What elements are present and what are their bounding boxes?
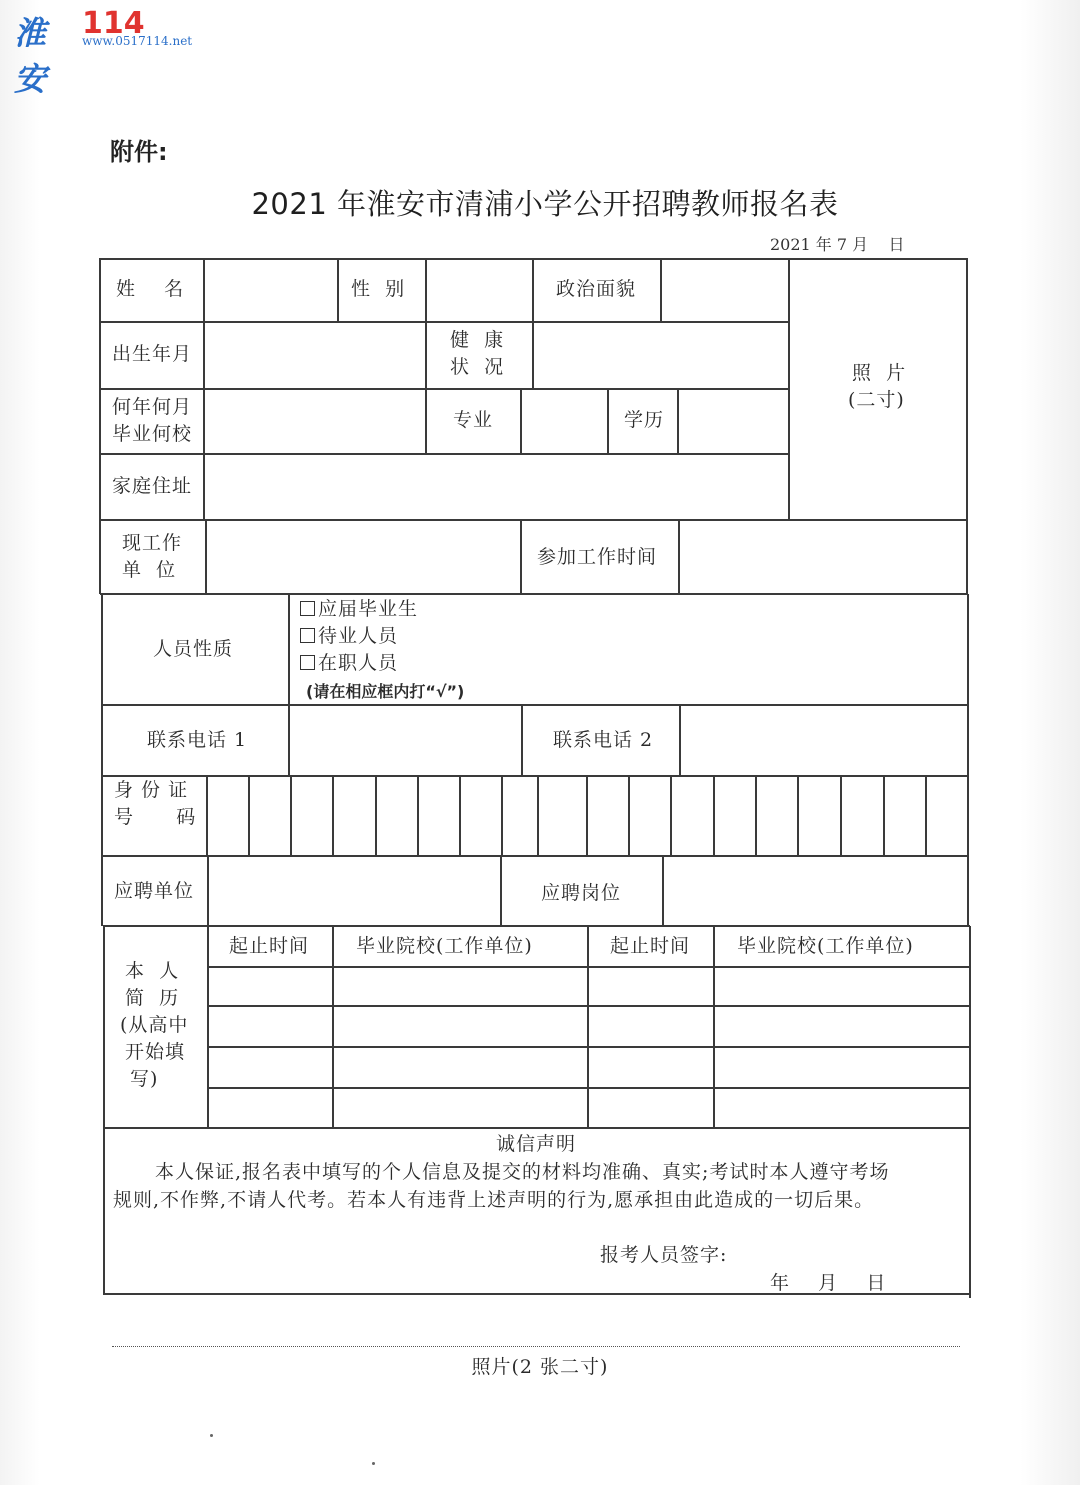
id-digit-divider [628,775,630,856]
grid-line [677,388,679,454]
grid-line [288,593,290,776]
scan-speck [372,1462,375,1465]
apply-post-label: 应聘岗位 [541,882,622,904]
integrity-text-line2: 规则,不作弊,不请人代考。若本人有违背上述声明的行为,愿承担由此造成的一切后果。 [113,1189,875,1211]
person-option-2[interactable] [300,623,398,650]
grid-line [520,388,522,454]
grid-line [713,925,715,1128]
work-unit-label-line2: 单 位 [122,559,177,581]
person-type-note: (请在相应框内打“√”) [306,682,465,701]
id-digit-divider [501,775,503,856]
attachment-label: 附件: [110,138,168,166]
grid-line [207,1005,970,1007]
sign-date: 年 月 日 [770,1272,887,1294]
health-label-line1: 健 康 [450,329,505,351]
resume-label-line: (从高中 [120,1014,189,1036]
political-status-label: 政治面貌 [556,278,637,300]
grid-line [103,926,105,1294]
grid-line [662,855,664,926]
photo-label-line1: 照 片 [852,362,907,384]
page-title: 2021 年淮安市清浦小学公开招聘教师报名表 [251,187,839,221]
major-label: 专业 [453,409,494,431]
gender-label: 性 别 [351,278,406,300]
resume-header-period-1: 起止时间 [229,935,310,957]
id-digit-divider [713,775,715,856]
grid-line [678,519,680,594]
grid-line [100,519,967,521]
grid-line [103,925,970,927]
grid-line [207,1046,970,1048]
phone2-label: 联系电话 2 [553,729,654,751]
grid-line [500,855,502,926]
address-label: 家庭住址 [112,475,193,497]
id-digit-divider [375,775,377,856]
checkbox[interactable] [300,655,315,670]
grid-line [788,258,790,520]
grid-line [425,258,427,454]
person-option-label: 应届毕业生 [318,598,419,620]
id-label-line2: 号 码 [114,806,197,828]
grid-line [969,926,971,1298]
grid-line [967,594,969,926]
graduation-label-line2: 毕业何校 [112,423,193,445]
id-digit-divider [840,775,842,856]
grid-line [679,704,681,776]
grid-line [101,594,103,926]
grid-line [207,925,209,1128]
grid-line [103,1127,970,1129]
photo-footer-note: 照片(2 张二寸) [471,1356,609,1378]
resume-label-line: 写) [130,1068,159,1090]
logo-number: 114 [82,6,145,41]
grid-line [203,258,205,520]
birth-label: 出生年月 [112,343,193,365]
id-digit-divider [670,775,672,856]
id-digit-divider [755,775,757,856]
signature-label: 报考人员签字: [600,1244,728,1266]
id-digit-divider [417,775,419,856]
resume-label-line: 本 人 [125,960,180,982]
name-label: 姓 名 [116,278,185,300]
person-option-label: 待业人员 [318,625,399,647]
date-line: 2021 年 7 月 日 [770,235,905,254]
id-digit-divider [883,775,885,856]
grid-line [207,1087,970,1089]
graduation-label-line1: 何年何月 [112,396,193,418]
resume-label-line: 简 历 [125,987,180,1009]
grid-line [102,775,969,777]
grid-line [99,258,101,594]
id-digit-divider [290,775,292,856]
id-label-line1: 身 份 证 [114,779,189,801]
id-digit-divider [797,775,799,856]
apply-unit-label: 应聘单位 [114,880,195,902]
grid-line [207,855,209,926]
integrity-text-line1: 本人保证,报名表中填写的个人信息及提交的材料均准确、真实;考试时本人遵守考场 [155,1161,890,1183]
grid-line [207,966,970,968]
resume-header-period-2: 起止时间 [610,935,691,957]
logo-url: www.0517114.net [82,34,193,48]
person-type-label: 人员性质 [153,638,234,660]
education-label: 学历 [624,409,665,431]
id-digit-divider [332,775,334,856]
grid-line [660,258,662,322]
id-digit-divider [206,775,208,856]
grid-line [337,258,339,322]
id-digit-divider [925,775,927,856]
grid-line [520,519,522,594]
id-digit-divider [248,775,250,856]
resume-header-school-2: 毕业院校(工作单位) [737,935,914,957]
grid-line [607,388,609,454]
work-unit-label-line1: 现工作 [122,532,183,554]
resume-header-school-1: 毕业院校(工作单位) [356,935,533,957]
person-option-1[interactable] [300,596,418,623]
resume-label-line: 开始填 [125,1041,186,1063]
checkbox[interactable] [300,628,315,643]
grid-line [205,519,207,594]
grid-line [100,593,968,595]
id-digit-divider [586,775,588,856]
grid-line [587,925,589,1128]
id-digit-divider [537,775,539,856]
logo-text: 淮安 [14,14,49,98]
phone1-label: 联系电话 1 [147,729,248,751]
grid-line [521,704,523,776]
checkbox[interactable] [300,601,315,616]
integrity-title: 诚信声明 [496,1133,577,1155]
work-start-label: 参加工作时间 [537,546,658,568]
photo-label-line2: (二寸) [848,389,905,411]
grid-line [966,258,968,594]
health-label-line2: 状 况 [450,356,505,378]
grid-line [101,704,968,706]
cut-line [112,1346,960,1347]
grid-line [332,925,334,1128]
person-option-3[interactable] [300,650,398,677]
grid-line [532,258,534,389]
scan-speck [210,1434,213,1437]
person-option-label: 在职人员 [318,652,399,674]
grid-line [102,855,969,857]
id-digit-divider [459,775,461,856]
